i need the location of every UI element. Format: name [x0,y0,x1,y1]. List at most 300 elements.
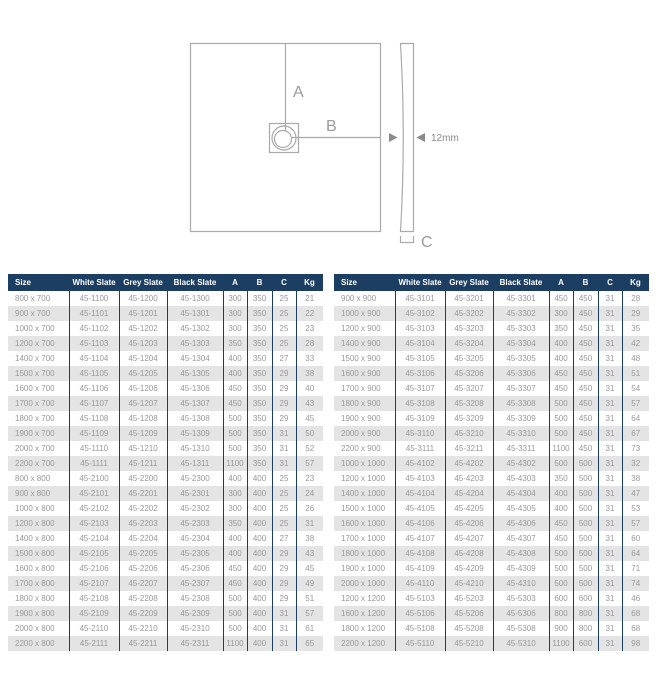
dim-b-value: 450 [573,396,598,411]
dim-b-value: 400 [247,561,272,576]
dim-c-value: 31 [598,561,622,576]
size-cell: 1400 x 800 [15,534,55,543]
weight-kg-value: 57 [622,396,649,411]
dim-c-value: 31 [598,501,622,516]
size-cell: 1900 x 900 [341,414,381,423]
white-slate-code: 45-1103 [69,336,119,351]
dim-a-value: 800 [549,606,573,621]
white-slate-code: 45-5108 [395,621,445,636]
table-row [8,636,323,651]
arrow-right-icon [389,133,398,142]
grey-slate-code: 45-1202 [119,321,167,336]
white-slate-code: 45-2107 [69,576,119,591]
dim-a-value: 500 [549,411,573,426]
weight-kg-value: 40 [296,381,323,396]
dim-a-value: 1100 [549,441,573,456]
table-row [334,351,649,366]
dim-c-value: 29 [272,591,296,606]
weight-kg-value: 38 [296,366,323,381]
size-cell: 1500 x 800 [15,549,55,558]
table-row [334,591,649,606]
size-cell: 2200 x 800 [15,639,55,648]
column-header-kg: Kg [622,274,649,291]
dim-a-value: 1100 [549,636,573,651]
black-slate-code: 45-2306 [167,561,223,576]
dim-b-value: 400 [247,576,272,591]
column-header-kg: Kg [296,274,323,291]
grey-slate-code: 45-2211 [119,636,167,651]
dim-b-value: 500 [573,471,598,486]
dim-a-value: 400 [223,471,247,486]
black-slate-code: 45-4304 [493,486,549,501]
size-cell: 1600 x 1200 [341,609,386,618]
dim-b-value: 350 [247,351,272,366]
white-slate-code: 45-3101 [395,291,445,306]
table-row [334,501,649,516]
table-row [334,516,649,531]
table-header [8,274,323,291]
white-slate-code: 45-3105 [395,351,445,366]
white-slate-code: 45-1102 [69,321,119,336]
dim-a-value: 500 [223,441,247,456]
black-slate-code: 45-1301 [167,306,223,321]
black-slate-code: 45-1305 [167,366,223,381]
dim-c-value: 25 [272,516,296,531]
weight-kg-value: 71 [622,561,649,576]
white-slate-code: 45-5103 [395,591,445,606]
weight-kg-value: 50 [296,426,323,441]
dim-b-value: 400 [247,531,272,546]
size-cell: 1200 x 1200 [341,594,386,603]
dim-b-value: 400 [247,501,272,516]
black-slate-code: 45-1307 [167,396,223,411]
dim-b-value: 500 [573,501,598,516]
grey-slate-code: 45-3210 [445,426,493,441]
size-cell: 1000 x 700 [15,324,55,333]
black-slate-code: 45-1303 [167,336,223,351]
white-slate-code: 45-3103 [395,321,445,336]
grey-slate-code: 45-1206 [119,381,167,396]
weight-kg-value: 68 [622,606,649,621]
table-row [334,561,649,576]
size-cell: 900 x 900 [341,294,377,303]
grey-slate-code: 45-3209 [445,411,493,426]
size-cell: 1600 x 900 [341,369,381,378]
black-slate-code: 45-2310 [167,621,223,636]
dim-c-value: 31 [272,441,296,456]
table-row [8,366,323,381]
dim-b-value: 450 [573,336,598,351]
table-row [334,306,649,321]
table-row [334,336,649,351]
weight-kg-value: 64 [622,411,649,426]
weight-kg-value: 23 [296,471,323,486]
column-header-white-slate: White Slate [395,274,445,291]
dim-a-value: 450 [223,576,247,591]
white-slate-code: 45-2111 [69,636,119,651]
arrow-left-icon [417,133,426,142]
white-slate-code: 45-1107 [69,396,119,411]
dim-a-value: 300 [549,306,573,321]
size-cell: 1200 x 700 [15,339,55,348]
header-row [8,274,323,291]
dim-c-value: 31 [598,621,622,636]
grey-slate-code: 45-1205 [119,366,167,381]
grey-slate-code: 45-5208 [445,621,493,636]
dim-a-value: 900 [549,621,573,636]
dim-c-value: 31 [598,606,622,621]
dim-c-value: 31 [598,306,622,321]
weight-kg-value: 54 [622,381,649,396]
black-slate-code: 45-3305 [493,351,549,366]
black-slate-code: 45-2302 [167,501,223,516]
table-row [334,546,649,561]
header-row [334,274,649,291]
grey-slate-code: 45-1201 [119,306,167,321]
table-row [334,441,649,456]
table-row [334,531,649,546]
black-slate-code: 45-1311 [167,456,223,471]
black-slate-code: 45-2300 [167,471,223,486]
size-cell: 2000 x 900 [341,429,381,438]
dim-c-value: 31 [598,291,622,306]
grey-slate-code: 45-2200 [119,471,167,486]
white-slate-code: 45-3108 [395,396,445,411]
dim-c-value: 25 [272,501,296,516]
weight-kg-value: 46 [622,591,649,606]
dim-b-value: 500 [573,561,598,576]
white-slate-code: 45-3104 [395,336,445,351]
dim-c-value: 31 [598,321,622,336]
dim-a-value: 500 [223,606,247,621]
weight-kg-value: 51 [622,366,649,381]
grey-slate-code: 45-4208 [445,546,493,561]
grey-slate-code: 45-3207 [445,381,493,396]
weight-kg-value: 32 [622,456,649,471]
weight-kg-value: 23 [296,321,323,336]
weight-kg-value: 24 [296,486,323,501]
size-cell: 1500 x 1000 [341,504,386,513]
dim-c-value: 25 [272,306,296,321]
black-slate-code: 45-2309 [167,606,223,621]
grey-slate-code: 45-4205 [445,501,493,516]
white-slate-code: 45-1110 [69,441,119,456]
weight-kg-value: 65 [296,636,323,651]
dim-a-value: 300 [223,501,247,516]
size-cell: 2200 x 900 [341,444,381,453]
dim-a-value: 450 [223,561,247,576]
dim-c-value: 29 [272,561,296,576]
dim-c-value: 31 [598,516,622,531]
dim-a-value: 400 [223,351,247,366]
table-header [334,274,649,291]
black-slate-code: 45-2301 [167,486,223,501]
dim-a-value: 500 [223,621,247,636]
dim-c-value: 31 [598,381,622,396]
white-slate-code: 45-4108 [395,546,445,561]
dim-b-value: 450 [573,411,598,426]
black-slate-code: 45-1304 [167,351,223,366]
size-cell: 1500 x 900 [341,354,381,363]
white-slate-code: 45-5106 [395,606,445,621]
black-slate-code: 45-3307 [493,381,549,396]
weight-kg-value: 21 [296,291,323,306]
black-slate-code: 45-3308 [493,396,549,411]
size-cell: 1700 x 700 [15,399,55,408]
weight-kg-value: 60 [622,531,649,546]
table-row [8,606,323,621]
white-slate-code: 45-2106 [69,561,119,576]
black-slate-code: 45-5306 [493,606,549,621]
dim-b-value: 400 [247,606,272,621]
table-row [8,456,323,471]
dim-a-value: 600 [549,591,573,606]
dim-a-value: 500 [549,576,573,591]
size-cell: 1000 x 1000 [341,459,386,468]
dim-a-value: 350 [549,471,573,486]
white-slate-code: 45-2110 [69,621,119,636]
dim-a-value: 450 [549,291,573,306]
black-slate-code: 45-4309 [493,561,549,576]
dim-c-value: 29 [272,546,296,561]
dim-a-value: 400 [223,366,247,381]
black-slate-code: 45-1302 [167,321,223,336]
dim-c-value: 25 [272,291,296,306]
dim-b-value: 600 [573,636,598,651]
grey-slate-code: 45-3206 [445,366,493,381]
column-header-size: Size [8,274,69,291]
dim-c-value: 31 [598,471,622,486]
dim-a-value: 500 [549,396,573,411]
grey-slate-code: 45-4206 [445,516,493,531]
grey-slate-code: 45-3211 [445,441,493,456]
side-profile-view [389,44,459,252]
grey-slate-code: 45-2207 [119,576,167,591]
weight-kg-value: 61 [296,621,323,636]
weight-kg-value: 52 [296,441,323,456]
dim-b-value: 400 [247,621,272,636]
size-cell: 1500 x 700 [15,369,55,378]
grey-slate-code: 45-4204 [445,486,493,501]
dim-b-value: 350 [247,366,272,381]
table-row [8,531,323,546]
weight-kg-value: 29 [622,306,649,321]
grey-slate-code: 45-1200 [119,291,167,306]
table-row [334,486,649,501]
black-slate-code: 45-3301 [493,291,549,306]
size-cell: 1700 x 1000 [341,534,386,543]
size-cell: 1000 x 900 [341,309,381,318]
black-slate-code: 45-2308 [167,591,223,606]
weight-kg-value: 57 [296,456,323,471]
dim-b-value: 500 [573,516,598,531]
black-slate-code: 45-4310 [493,576,549,591]
white-slate-code: 45-2102 [69,501,119,516]
table-row [334,636,649,651]
dim-a-value: 400 [549,486,573,501]
white-slate-code: 45-1101 [69,306,119,321]
white-slate-code: 45-2109 [69,606,119,621]
white-slate-code: 45-4105 [395,501,445,516]
black-slate-code: 45-5303 [493,591,549,606]
dim-b-value: 450 [573,381,598,396]
dim-a-value: 500 [549,561,573,576]
weight-kg-value: 51 [296,591,323,606]
dim-c-value: 25 [272,486,296,501]
dim-b-label: B [326,118,337,135]
table-row [8,336,323,351]
white-slate-code: 45-2103 [69,516,119,531]
black-slate-code: 45-4308 [493,546,549,561]
weight-kg-value: 43 [296,396,323,411]
dim-b-value: 500 [573,576,598,591]
dim-c-value: 31 [598,366,622,381]
dim-a-value: 400 [549,336,573,351]
white-slate-code: 45-4102 [395,456,445,471]
table-row [334,471,649,486]
grey-slate-code: 45-1209 [119,426,167,441]
dim-b-value: 450 [573,426,598,441]
grey-slate-code: 45-2209 [119,606,167,621]
black-slate-code: 45-4302 [493,456,549,471]
grey-slate-code: 45-2206 [119,561,167,576]
size-cell: 1900 x 700 [15,429,55,438]
dim-b-value: 350 [247,426,272,441]
black-slate-code: 45-1310 [167,441,223,456]
dim-c-label: C [421,234,433,251]
white-slate-code: 45-4109 [395,561,445,576]
dim-c-value: 31 [598,456,622,471]
white-slate-code: 45-2101 [69,486,119,501]
dim-b-value: 450 [573,291,598,306]
table-row [334,456,649,471]
size-cell: 800 x 700 [15,294,51,303]
dim-b-value: 400 [247,546,272,561]
size-cell: 1200 x 800 [15,519,55,528]
size-cell: 1800 x 900 [341,399,381,408]
column-header-c: C [598,274,622,291]
column-header-b: B [247,274,272,291]
size-cell: 1400 x 900 [341,339,381,348]
weight-kg-value: 68 [622,621,649,636]
size-cell: 2000 x 700 [15,444,55,453]
grey-slate-code: 45-2204 [119,531,167,546]
black-slate-code: 45-2303 [167,516,223,531]
black-slate-code: 45-1309 [167,426,223,441]
dim-a-value: 1100 [223,636,247,651]
dim-a-value: 450 [223,381,247,396]
table-row [8,291,323,306]
black-slate-code: 45-1300 [167,291,223,306]
white-slate-code: 45-3106 [395,366,445,381]
dim-a-value: 450 [549,531,573,546]
black-slate-code: 45-5310 [493,636,549,651]
table-row [8,306,323,321]
size-cell: 1200 x 1000 [341,474,386,483]
dim-b-value: 800 [573,621,598,636]
black-slate-code: 45-4305 [493,501,549,516]
dim-c-value: 31 [598,351,622,366]
dim-b-value: 400 [247,591,272,606]
dim-b-value: 350 [247,396,272,411]
table-row [334,291,649,306]
dim-b-value: 400 [247,471,272,486]
dim-c-value: 29 [272,396,296,411]
size-cell: 1800 x 1000 [341,549,386,558]
black-slate-code: 45-4306 [493,516,549,531]
table-row [334,426,649,441]
table-row [8,486,323,501]
dim-c-value: 29 [272,411,296,426]
tray-dimension-diagram [0,0,658,262]
dim-b-value: 600 [573,591,598,606]
grey-slate-code: 45-2201 [119,486,167,501]
dim-b-value: 350 [247,321,272,336]
dim-a-value: 450 [549,366,573,381]
black-slate-code: 45-3311 [493,441,549,456]
dim-a-value: 500 [549,546,573,561]
white-slate-code: 45-3109 [395,411,445,426]
white-slate-code: 45-4110 [395,576,445,591]
white-slate-code: 45-4104 [395,486,445,501]
dim-a-value: 350 [223,336,247,351]
grey-slate-code: 45-1203 [119,336,167,351]
dim-c-value: 31 [598,576,622,591]
column-header-black-slate: Black Slate [167,274,223,291]
white-slate-code: 45-1111 [69,456,119,471]
dim-a-value: 500 [549,426,573,441]
grey-slate-code: 45-4207 [445,531,493,546]
dim-a-value: 350 [549,321,573,336]
grey-slate-code: 45-3201 [445,291,493,306]
dim-c-value: 27 [272,531,296,546]
size-cell: 1000 x 800 [15,504,55,513]
dim-b-value: 350 [247,336,272,351]
dim-c-value: 31 [598,411,622,426]
dim-c-value: 29 [272,576,296,591]
column-header-b: B [573,274,598,291]
weight-kg-value: 67 [622,426,649,441]
dim-c-bracket [401,236,414,243]
size-cell: 800 x 800 [15,474,51,483]
white-slate-code: 45-3111 [395,441,445,456]
dim-b-value: 400 [247,516,272,531]
size-cell: 1800 x 700 [15,414,55,423]
dim-a-value: 1100 [223,456,247,471]
dim-c-value: 31 [598,396,622,411]
dim-a-value: 450 [549,381,573,396]
dim-c-value: 31 [598,486,622,501]
weight-kg-value: 74 [622,576,649,591]
size-cell: 2000 x 1000 [341,579,386,588]
table-row [8,591,323,606]
table-row [8,516,323,531]
drain-circle-inner [275,131,292,148]
size-cell: 1400 x 700 [15,354,55,363]
white-slate-code: 45-4107 [395,531,445,546]
white-slate-code: 45-2100 [69,471,119,486]
weight-kg-value: 47 [622,486,649,501]
size-cell: 1800 x 1200 [341,624,386,633]
size-cell: 1200 x 900 [341,324,381,333]
weight-kg-value: 28 [622,291,649,306]
weight-kg-value: 45 [296,561,323,576]
weight-kg-value: 98 [622,636,649,651]
grey-slate-code: 45-5210 [445,636,493,651]
grey-slate-code: 45-1211 [119,456,167,471]
weight-kg-value: 57 [622,516,649,531]
table-row [334,381,649,396]
